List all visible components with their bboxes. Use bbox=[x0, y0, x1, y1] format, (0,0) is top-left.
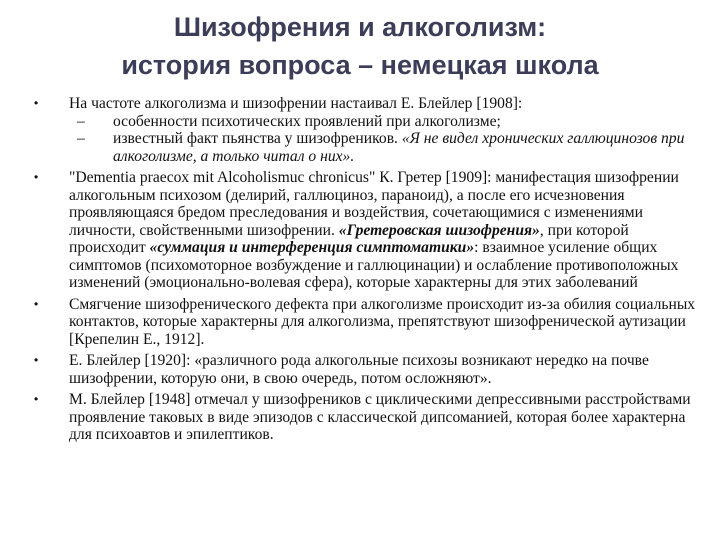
dash-icon: – bbox=[77, 112, 85, 130]
bullet-item-3 bbox=[34, 296, 706, 349]
sub-item-2 bbox=[34, 130, 706, 165]
bullet-icon: • bbox=[34, 392, 39, 406]
bullet-item-4 bbox=[34, 352, 706, 387]
bullet-1-text: На частоте алкоголизма и шизофрении настаивал Е. Блейлер [1908]: bbox=[69, 95, 523, 112]
bullet-2-mid: , при которой происходит bbox=[69, 221, 629, 256]
sub-item-2-quote: «Я не видел хронических галлюцинозов при алкоголизме, а только читал о них». bbox=[113, 130, 685, 165]
slide-body bbox=[34, 95, 706, 448]
bullet-2-text: "Dementia praecox mit Alcoholismuc chronicus" К. Гретер [1909]: манифестация шизофрении алкогольным психозом (делирий, галлюциноз, параноид), а после его исчезновения проявляющаяся бредом преследования и воздействия, сочетающимися с изменениями личности, свойственными шизофрении. bbox=[69, 169, 679, 239]
sub-item-1-text: особенности психотических проявлений при алкоголизме; bbox=[113, 112, 501, 130]
bullet-item-1 bbox=[34, 95, 706, 165]
bullet-item-5 bbox=[34, 391, 706, 444]
sub-item-2-text: известный факт пьянства у шизофреников. bbox=[113, 130, 402, 147]
bullet-item-2 bbox=[34, 169, 706, 292]
bullet-3-text: Смягчение шизофренического дефекта при алкоголизме происходит из-за обилия социальных контактов, которые характерны для алкоголизма, препятствуют шизофренической аутизации [Крепелин Е., 1912]. bbox=[69, 295, 696, 348]
bullet-icon: • bbox=[34, 296, 39, 311]
dash-icon: – bbox=[77, 130, 85, 147]
bullet-2-emphasis-1: «Гретеровская шизофрения» bbox=[338, 221, 540, 239]
sub-item-1 bbox=[34, 113, 706, 131]
bullet-5-text: М. Блейлер [1948] отмечал у шизофреников с циклическими депрессивными расстройствами проявление таковых в виде эпизодов с классической дипсоманией, которая более характерна для психоавтов и эпилептиков. bbox=[69, 391, 691, 443]
slide-title bbox=[0, 8, 720, 84]
title-line-2: история вопроса – немецкая школа bbox=[121, 50, 599, 80]
bullet-2-emphasis-2: «суммация и интерференция симптоматики» bbox=[149, 239, 475, 256]
bullet-icon: • bbox=[34, 170, 39, 184]
bullet-4-text: Е. Блейлер [1920]: «различного рода алкогольные психозы возникают нередко на почве шизофрении, которую они, в свою очередь, потом осложняют». bbox=[69, 352, 649, 387]
bullet-icon: • bbox=[34, 96, 39, 110]
bullet-2-rest: : взаимное усиление общих симптомов (психомоторное возбуждение и галлюцинации) и ослабление противоположных изменений (эмоционально-волевая сфера), которые характерны для этих заболеваний bbox=[69, 239, 679, 291]
title-line-1: Шизофрения и алкоголизм: bbox=[173, 12, 547, 42]
bullet-icon: • bbox=[34, 353, 39, 367]
